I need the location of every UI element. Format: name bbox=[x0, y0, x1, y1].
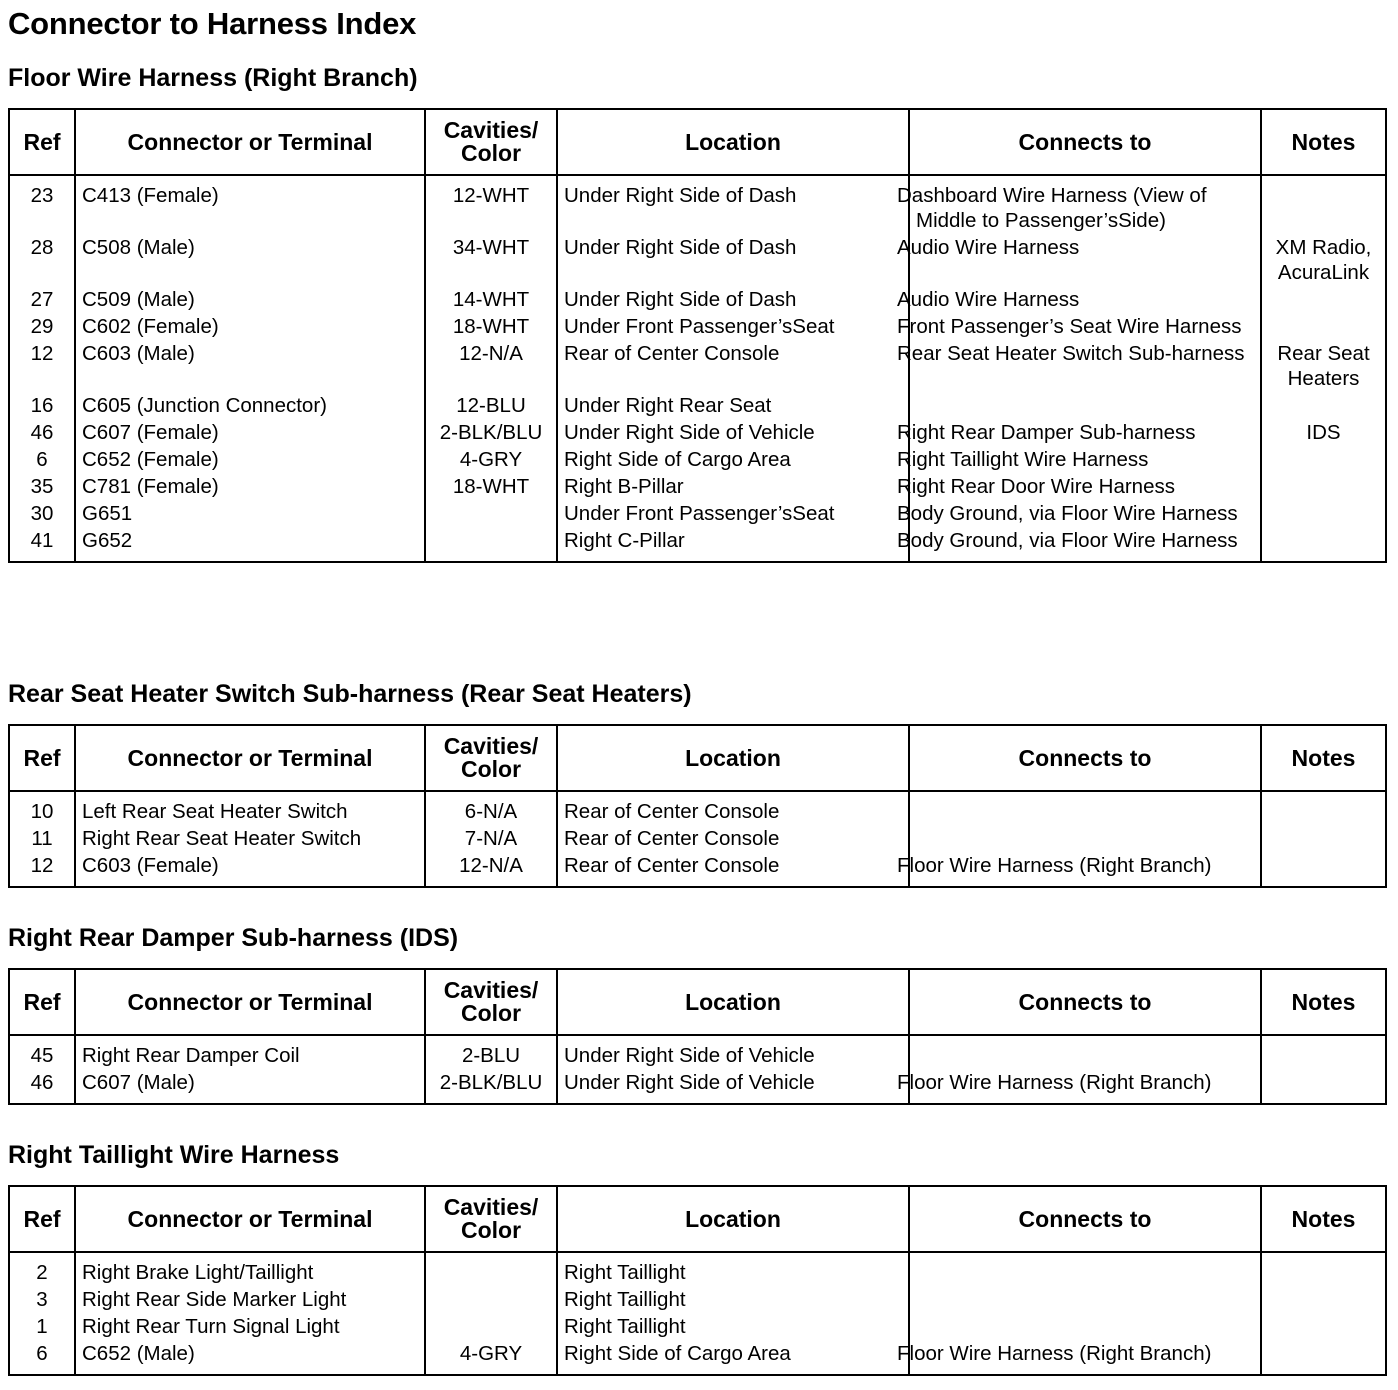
table-row bbox=[9, 420, 1386, 447]
cell-location: Under Front Passenger’sSeat bbox=[557, 501, 909, 528]
floor-wire-harness-table bbox=[8, 108, 1387, 563]
header-notes: Notes bbox=[1261, 1186, 1386, 1252]
cell-cavities: 2-BLU bbox=[425, 1035, 557, 1070]
cell-location: Under Right Side of Dash bbox=[557, 287, 909, 314]
cell-notes bbox=[1261, 474, 1386, 501]
header-ref: Ref bbox=[9, 1186, 75, 1252]
cell-ref: 10 bbox=[30, 800, 54, 823]
cell-connects-to: Rear Seat Heater Switch Sub-harness bbox=[909, 341, 1261, 393]
cell-notes bbox=[1261, 447, 1386, 474]
cell-connector: Right Rear Damper Coil bbox=[75, 1035, 425, 1070]
table-row bbox=[9, 528, 1386, 562]
cell-connects-to bbox=[909, 826, 1261, 853]
cell-ref: 6 bbox=[36, 448, 48, 471]
cell-notes bbox=[1261, 1070, 1386, 1104]
header-location: Location bbox=[557, 1186, 909, 1252]
cell-connects-to bbox=[909, 1314, 1261, 1341]
cell-cavities: 12-N/A bbox=[425, 341, 557, 393]
cell-connector: Right Brake Light/Taillight bbox=[75, 1252, 425, 1287]
cell-connector: C603 (Female) bbox=[75, 853, 425, 887]
cell-connects-to bbox=[909, 393, 1261, 420]
cell-connects-to: Dashboard Wire Harness (View of Middle to Passenger’sSide) bbox=[909, 175, 1261, 235]
table-row bbox=[9, 341, 1386, 393]
cell-connector: C603 (Male) bbox=[75, 341, 425, 393]
cell-notes bbox=[1261, 1287, 1386, 1314]
cell-connector: C413 (Female) bbox=[75, 175, 425, 235]
cell-location: Under Right Rear Seat bbox=[557, 393, 909, 420]
section-title-right-taillight-wire-harness: Right Taillight Wire Harness bbox=[8, 1141, 340, 1169]
cell-cavities: 12-BLU bbox=[425, 393, 557, 420]
cell-cavities: 7-N/A bbox=[425, 826, 557, 853]
header-connector: Connector or Terminal bbox=[75, 969, 425, 1035]
right-rear-damper-sub-harness-table bbox=[8, 968, 1387, 1105]
cell-ref: 6 bbox=[36, 1342, 48, 1365]
cell-connector: C652 (Male) bbox=[75, 1341, 425, 1375]
cell-connects-to: Right Taillight Wire Harness bbox=[909, 447, 1261, 474]
table-row bbox=[9, 853, 1386, 887]
cell-location: Rear of Center Console bbox=[557, 341, 909, 393]
table-row bbox=[9, 393, 1386, 420]
cell-connector: C652 (Female) bbox=[75, 447, 425, 474]
cell-notes bbox=[1261, 175, 1386, 235]
cell-connects-to: Body Ground, via Floor Wire Harness bbox=[909, 501, 1261, 528]
cell-notes: IDS bbox=[1261, 420, 1386, 447]
cell-cavities: 4-GRY bbox=[425, 1341, 557, 1375]
cell-connects-to bbox=[909, 1287, 1261, 1314]
cell-location: Under Front Passenger’sSeat bbox=[557, 314, 909, 341]
cell-notes bbox=[1261, 1341, 1386, 1375]
cell-connector: C607 (Female) bbox=[75, 420, 425, 447]
header-row bbox=[9, 969, 1386, 1035]
cell-notes bbox=[1261, 853, 1386, 887]
header-cavities: Cavities/ Color bbox=[425, 1186, 557, 1252]
cell-ref: 23 bbox=[30, 184, 54, 207]
header-connector: Connector or Terminal bbox=[75, 725, 425, 791]
cell-ref: 45 bbox=[30, 1044, 54, 1067]
cell-ref: 11 bbox=[31, 827, 53, 850]
header-connects-to: Connects to bbox=[909, 725, 1261, 791]
cell-connector: C607 (Male) bbox=[75, 1070, 425, 1104]
cell-cavities bbox=[425, 1287, 557, 1314]
cell-location: Right C-Pillar bbox=[557, 528, 909, 562]
cell-cavities: 18-WHT bbox=[425, 314, 557, 341]
cell-location: Right Taillight bbox=[557, 1314, 909, 1341]
header-row bbox=[9, 1186, 1386, 1252]
cell-location: Under Right Side of Vehicle bbox=[557, 420, 909, 447]
table-row bbox=[9, 1252, 1386, 1287]
header-connects-to: Connects to bbox=[909, 109, 1261, 175]
cell-connects-to bbox=[909, 1035, 1261, 1070]
cell-ref: 12 bbox=[30, 854, 54, 877]
cell-notes bbox=[1261, 1035, 1386, 1070]
cell-connects-to: Right Rear Door Wire Harness bbox=[909, 474, 1261, 501]
cell-cavities: 34-WHT bbox=[425, 235, 557, 287]
cell-connector: C509 (Male) bbox=[75, 287, 425, 314]
table-row bbox=[9, 1287, 1386, 1314]
cell-connector: C781 (Female) bbox=[75, 474, 425, 501]
table-row bbox=[9, 287, 1386, 314]
cell-ref: 30 bbox=[30, 502, 54, 525]
cell-location: Right Side of Cargo Area bbox=[557, 447, 909, 474]
header-notes: Notes bbox=[1261, 109, 1386, 175]
cell-cavities: 4-GRY bbox=[425, 447, 557, 474]
cell-connector: G651 bbox=[75, 501, 425, 528]
cell-connects-to: Audio Wire Harness bbox=[909, 235, 1261, 287]
cell-notes bbox=[1261, 393, 1386, 420]
cell-ref: 46 bbox=[30, 1071, 54, 1094]
header-connects-to: Connects to bbox=[909, 969, 1261, 1035]
cell-ref: 3 bbox=[36, 1288, 48, 1311]
cell-cavities: 12-N/A bbox=[425, 853, 557, 887]
table-row bbox=[9, 1341, 1386, 1375]
cell-notes bbox=[1261, 1252, 1386, 1287]
cell-connector: C602 (Female) bbox=[75, 314, 425, 341]
header-cavities: Cavities/ Color bbox=[425, 969, 557, 1035]
cell-ref: 41 bbox=[30, 529, 54, 552]
table-row bbox=[9, 235, 1386, 287]
rear-seat-heater-sub-harness-table bbox=[8, 724, 1387, 888]
header-connector: Connector or Terminal bbox=[75, 1186, 425, 1252]
cell-connector: Right Rear Turn Signal Light bbox=[75, 1314, 425, 1341]
right-taillight-wire-harness-table bbox=[8, 1185, 1387, 1376]
cell-cavities: 18-WHT bbox=[425, 474, 557, 501]
cell-location: Right B-Pillar bbox=[557, 474, 909, 501]
table-row bbox=[9, 314, 1386, 341]
cell-connects-to bbox=[909, 791, 1261, 826]
cell-connector: G652 bbox=[75, 528, 425, 562]
cell-location: Under Right Side of Vehicle bbox=[557, 1070, 909, 1104]
table-row bbox=[9, 791, 1386, 826]
header-connects-to: Connects to bbox=[909, 1186, 1261, 1252]
header-location: Location bbox=[557, 109, 909, 175]
cell-notes bbox=[1261, 314, 1386, 341]
cell-ref: 29 bbox=[30, 315, 54, 338]
cell-notes bbox=[1261, 791, 1386, 826]
cell-notes bbox=[1261, 287, 1386, 314]
cell-notes bbox=[1261, 1314, 1386, 1341]
table-row bbox=[9, 1070, 1386, 1104]
header-row bbox=[9, 109, 1386, 175]
cell-connects-to: Floor Wire Harness (Right Branch) bbox=[909, 853, 1261, 887]
table-row bbox=[9, 501, 1386, 528]
cell-location: Right Taillight bbox=[557, 1252, 909, 1287]
cell-connects-to: Audio Wire Harness bbox=[909, 287, 1261, 314]
table-row bbox=[9, 826, 1386, 853]
cell-connects-to: Body Ground, via Floor Wire Harness bbox=[909, 528, 1261, 562]
cell-notes: Rear Seat Heaters bbox=[1261, 341, 1386, 393]
header-notes: Notes bbox=[1261, 725, 1386, 791]
cell-cavities: 2-BLK/BLU bbox=[425, 420, 557, 447]
cell-connects-to: Front Passenger’s Seat Wire Harness bbox=[909, 314, 1261, 341]
cell-connects-to: Floor Wire Harness (Right Branch) bbox=[909, 1341, 1261, 1375]
header-row bbox=[9, 725, 1386, 791]
header-notes: Notes bbox=[1261, 969, 1386, 1035]
table-row bbox=[9, 1314, 1386, 1341]
header-location: Location bbox=[557, 969, 909, 1035]
cell-cavities: 12-WHT bbox=[425, 175, 557, 235]
cell-connects-to: Floor Wire Harness (Right Branch) bbox=[909, 1070, 1261, 1104]
cell-notes: XM Radio, AcuraLink bbox=[1261, 235, 1386, 287]
cell-cavities: 2-BLK/BLU bbox=[425, 1070, 557, 1104]
section-title-right-rear-damper-sub-harness: Right Rear Damper Sub-harness (IDS) bbox=[8, 924, 459, 952]
cell-cavities: 14-WHT bbox=[425, 287, 557, 314]
table-row bbox=[9, 175, 1386, 235]
cell-ref: 2 bbox=[36, 1261, 48, 1284]
cell-connector: C508 (Male) bbox=[75, 235, 425, 287]
header-location: Location bbox=[557, 725, 909, 791]
cell-location: Rear of Center Console bbox=[557, 791, 909, 826]
cell-connects-to bbox=[909, 1252, 1261, 1287]
cell-notes bbox=[1261, 826, 1386, 853]
header-ref: Ref bbox=[9, 109, 75, 175]
cell-notes bbox=[1261, 528, 1386, 562]
cell-ref: 27 bbox=[30, 288, 54, 311]
cell-connector: Right Rear Side Marker Light bbox=[75, 1287, 425, 1314]
table-row bbox=[9, 474, 1386, 501]
header-cavities: Cavities/ Color bbox=[425, 109, 557, 175]
cell-cavities bbox=[425, 501, 557, 528]
header-ref: Ref bbox=[9, 725, 75, 791]
cell-connector: C605 (Junction Connector) bbox=[75, 393, 425, 420]
cell-cavities bbox=[425, 1314, 557, 1341]
cell-connector: Left Rear Seat Heater Switch bbox=[75, 791, 425, 826]
cell-cavities bbox=[425, 1252, 557, 1287]
header-cavities: Cavities/ Color bbox=[425, 725, 557, 791]
cell-ref: 12 bbox=[30, 342, 54, 365]
header-ref: Ref bbox=[9, 969, 75, 1035]
cell-ref: 35 bbox=[30, 475, 54, 498]
cell-notes bbox=[1261, 501, 1386, 528]
cell-ref: 1 bbox=[36, 1315, 48, 1338]
cell-location: Rear of Center Console bbox=[557, 853, 909, 887]
cell-location: Rear of Center Console bbox=[557, 826, 909, 853]
table-row bbox=[9, 447, 1386, 474]
cell-ref: 28 bbox=[30, 236, 54, 259]
cell-connector: Right Rear Seat Heater Switch bbox=[75, 826, 425, 853]
cell-location: Right Taillight bbox=[557, 1287, 909, 1314]
table-row bbox=[9, 1035, 1386, 1070]
page-title: Connector to Harness Index bbox=[8, 6, 417, 41]
cell-cavities: 6-N/A bbox=[425, 791, 557, 826]
cell-location: Under Right Side of Dash bbox=[557, 175, 909, 235]
cell-connects-to: Right Rear Damper Sub-harness bbox=[909, 420, 1261, 447]
section-title-floor-wire-harness: Floor Wire Harness (Right Branch) bbox=[8, 64, 418, 92]
cell-cavities bbox=[425, 528, 557, 562]
cell-location: Right Side of Cargo Area bbox=[557, 1341, 909, 1375]
cell-ref: 16 bbox=[30, 394, 54, 417]
cell-location: Under Right Side of Vehicle bbox=[557, 1035, 909, 1070]
cell-location: Under Right Side of Dash bbox=[557, 235, 909, 287]
header-connector: Connector or Terminal bbox=[75, 109, 425, 175]
cell-ref: 46 bbox=[30, 421, 54, 444]
section-title-rear-seat-heater-sub-harness: Rear Seat Heater Switch Sub-harness (Rear Seat Heaters) bbox=[8, 680, 692, 708]
